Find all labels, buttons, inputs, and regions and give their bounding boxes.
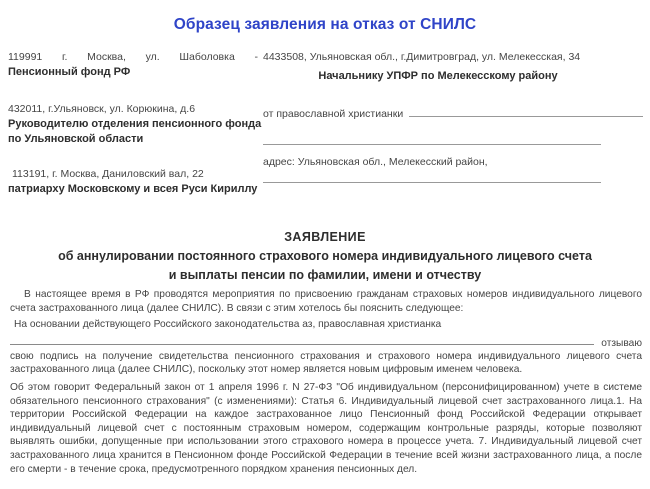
body-paragraph-4: Об этом говорит Федеральный закон от 1 апреля 1996 г. N 27-ФЗ "Об индивидуальном (персонифицированном) учете в системе обязательного пенсионного страхования" (с изменениями): Статья 6. Индивидуальный лицевой счет застрахованного лица.1. На территории Российской Федерации на каждое застрахованное лицо Пенсионный фонд Российской Федерации открывает индивидуальный лицевой счет с постоянным страховым номером, содержащим контрольные разряды, которые позволяют выявлять ошибки, допущенные при использовании этого страхового номера в процессе учета. 7. Индивидуальный лицевой счет застрахованного лица хранится в Пенсионном фонде Российской Федерации в течение всей жизни застрахованного лица, а после его смерти - в течение срока, предусмотренного порядком хранения пенсионных дел. bbox=[10, 381, 642, 475]
body-paragraph-1: В настоящее время в РФ проводятся мероприятия по присвоению гражданам страховых номеров индивидуального лицевого счета застрахованного лица (далее СНИЛС). В связи с этим хотелось бы пояснить следующее: bbox=[10, 289, 642, 314]
applicant-address-label: адрес: Ульяновская обл., Мелекесский район, bbox=[263, 156, 488, 168]
addressee-block bbox=[0, 50, 650, 215]
addressee-name-pfrf: Пенсионный фонд РФ bbox=[8, 66, 131, 78]
addressee-name-ulyanovsk: Руководителю отделения пенсионного фонда bbox=[8, 118, 262, 130]
addressee-group-pfrf bbox=[8, 50, 258, 80]
heading-line-1: ЗАЯВЛЕНИЕ bbox=[284, 230, 366, 244]
withdraw-label: отзываю bbox=[601, 337, 642, 349]
applicant-recipient-title: Начальнику УПФР по Мелекесскому району bbox=[318, 70, 558, 82]
applicant-address-top: 4433508, Ульяновская обл., г.Димитровград, ул. Мелекесская, 34 bbox=[263, 51, 581, 63]
document-heading bbox=[20, 228, 630, 285]
addressee-name-patriarch: патриарху Московскому и всея Руси Кириллу bbox=[8, 183, 258, 195]
addressee-address-patriarch: 113191, г. Москва, Даниловский вал, 22 bbox=[12, 168, 204, 180]
addressee-address-pfrf: 119991 г. Москва, ул. Шаболовка - bbox=[8, 51, 258, 63]
body-paragraph-2: На основании действующего Российского законодательства аз, православная христианка bbox=[14, 319, 442, 331]
addressee-left-column bbox=[8, 50, 262, 209]
addressee-group-patriarch bbox=[8, 167, 258, 197]
applicant-name-underline[interactable] bbox=[409, 115, 643, 117]
addressee-name-ulyanovsk-line2: по Ульяновской области bbox=[8, 133, 144, 145]
page-title: Образец заявления на отказ от СНИЛС bbox=[173, 16, 477, 33]
withdraw-underline[interactable] bbox=[10, 343, 594, 345]
applicant-address-underline[interactable] bbox=[263, 181, 601, 183]
applicant-from-field[interactable] bbox=[263, 108, 643, 120]
applicant-name-underline-2[interactable] bbox=[263, 143, 601, 145]
addressee-right-column bbox=[263, 50, 643, 183]
heading-line-2: об аннулировании постоянного страхового номера индивидуального лицевого счета bbox=[58, 249, 592, 263]
body-paragraph-3: свою подпись на получение свидетельства пенсионного страхования и страхового номера индивидуального лицевого счета застрахованного лица (далее СНИЛС), поскольку этот номер является новым цифровым именем человека. bbox=[10, 350, 642, 376]
addressee-address-ulyanovsk: 432011, г.Ульяновск, ул. Корюкина, д.6 bbox=[8, 103, 196, 115]
withdraw-signature-row[interactable] bbox=[10, 338, 642, 349]
addressee-group-ulyanovsk bbox=[8, 102, 262, 147]
applicant-from-label: от православной христианки bbox=[263, 108, 404, 120]
document-body bbox=[10, 288, 642, 479]
heading-line-3: и выплаты пенсии по фамилии, имени и отчеству bbox=[168, 268, 482, 282]
